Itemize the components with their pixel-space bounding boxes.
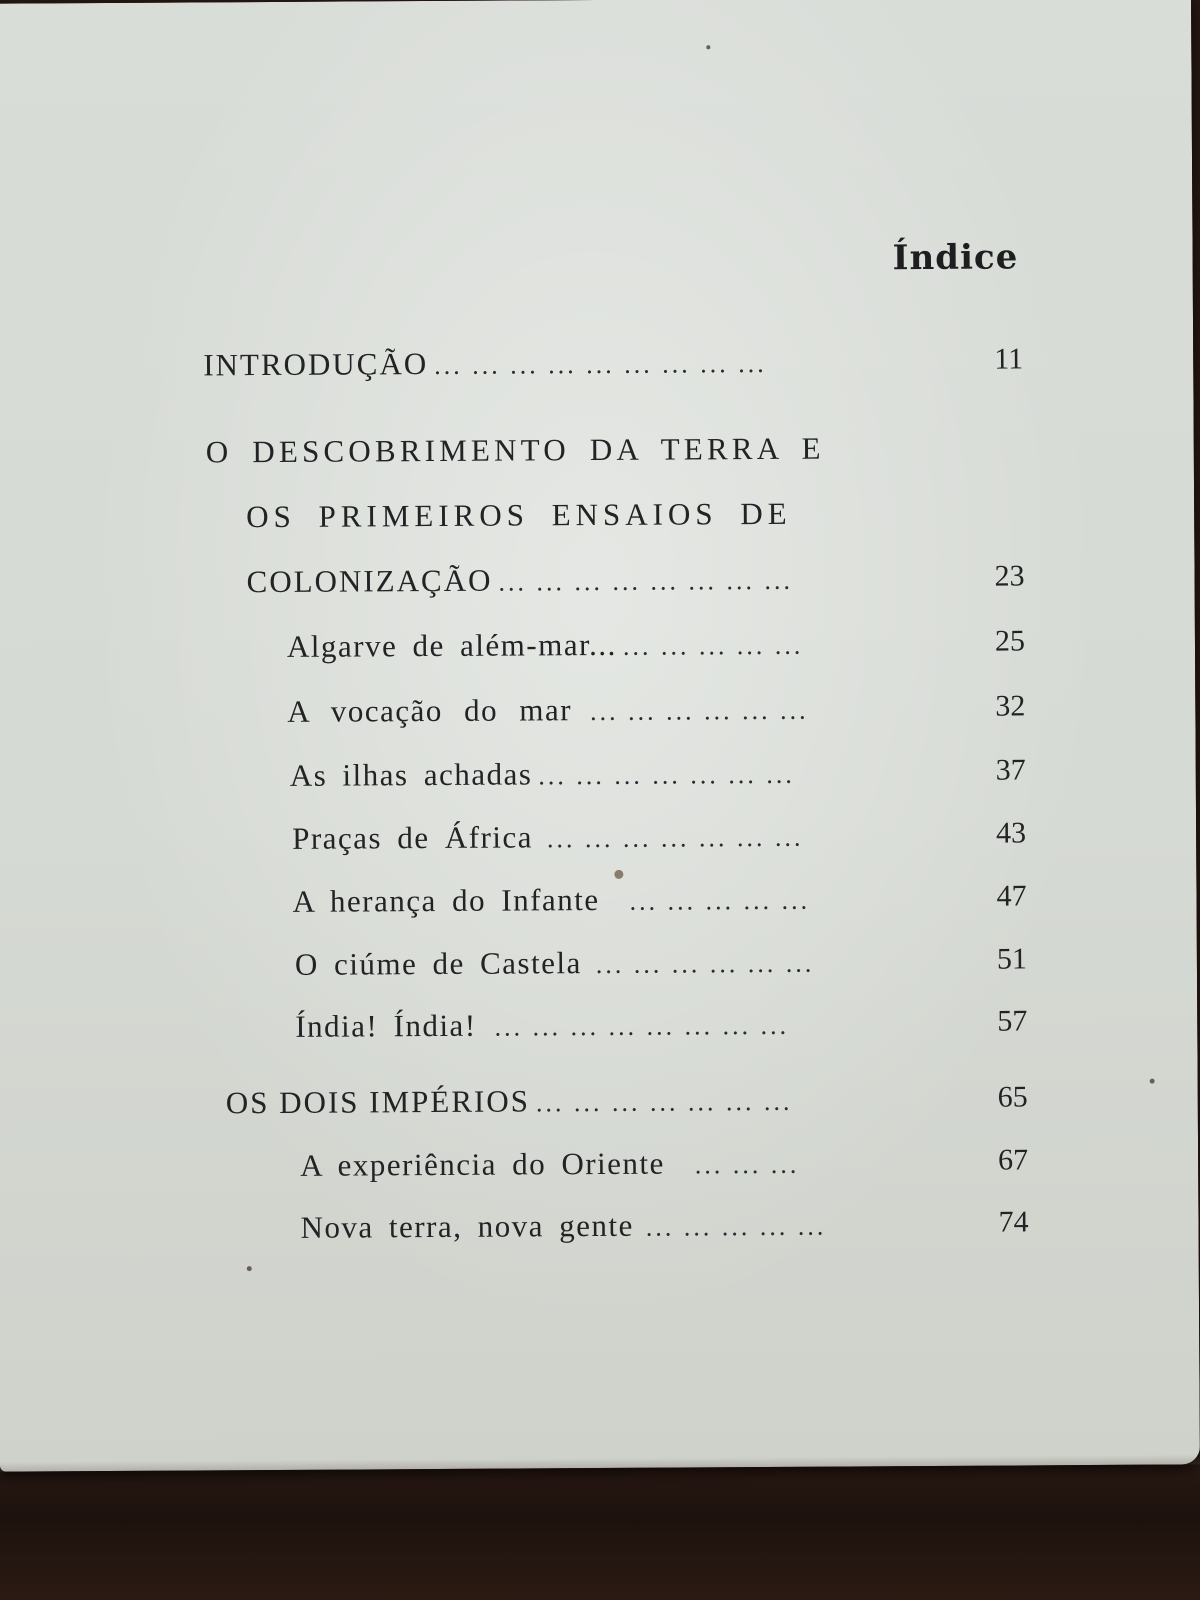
- toc-entry-title: INTRODUÇÃO: [203, 346, 429, 383]
- toc-leader-dots: ... ... ... ... ...: [645, 1211, 827, 1242]
- toc-entry: [292, 879, 1028, 927]
- toc-entry-title: O ciúme de Castela: [294, 945, 582, 982]
- toc-entry: [203, 342, 1023, 391]
- toc-entry-title: A experiência do Oriente: [300, 1145, 665, 1183]
- toc-entry: [287, 624, 1027, 673]
- page-title: Índice: [892, 237, 1019, 279]
- toc-entry: [290, 753, 1028, 802]
- toc-page-number: 32: [995, 689, 1026, 723]
- toc-entry-title: OS PRIMEIROS ENSAIOS DE: [246, 495, 792, 535]
- toc-entry: [246, 559, 1026, 608]
- toc-page-number: 51: [996, 942, 1027, 976]
- toc-entry: [246, 494, 1026, 543]
- toc-page-number: 47: [996, 879, 1027, 913]
- toc-entry: [295, 1004, 1029, 1052]
- toc-entry-title: O DESCOBRIMENTO DA TERRA E: [205, 430, 825, 470]
- toc-entry: [292, 816, 1028, 864]
- toc-entry-title: A vocação do mar: [287, 692, 573, 729]
- toc-leader-dots: ... ... ... ... ...: [622, 630, 804, 661]
- toc-page-number: 25: [994, 624, 1026, 658]
- toc-page-number: 74: [998, 1205, 1029, 1239]
- toc-page-number: 57: [997, 1004, 1028, 1038]
- toc-leader-dots: ... ... ... ... ... ... ...: [538, 759, 795, 791]
- toc-entry: [300, 1143, 1030, 1191]
- table-surface: [0, 1450, 1200, 1600]
- toc-page-number: 11: [994, 342, 1024, 376]
- toc-page-number: 23: [994, 559, 1025, 593]
- toc-leader-dots: ... ... ... ... ... ... ...: [546, 822, 804, 854]
- toc-page-number: 65: [997, 1080, 1028, 1114]
- toc-entry-title: A herança do Infante: [292, 881, 600, 919]
- toc-page-number: 43: [996, 816, 1027, 850]
- toc-leader-dots: ... ... ... ... ... ... ... ... ...: [434, 348, 767, 380]
- toc-leader-dots: ... ... ... ... ...: [629, 885, 811, 916]
- paper-speck: [706, 45, 710, 49]
- toc-entry: [295, 942, 1029, 990]
- toc-entry-title: OS DOIS IMPÉRIOS: [225, 1083, 531, 1121]
- toc-entry-title: Nova terra, nova gente: [300, 1207, 634, 1245]
- toc-entry: [206, 429, 1026, 478]
- toc-entry-title: Praças de África: [292, 819, 534, 856]
- paper-speck: [247, 1266, 252, 1271]
- toc-page-number: 37: [995, 753, 1026, 787]
- toc-entry-title: COLONIZAÇÃO: [246, 562, 493, 600]
- toc-entry-title: Algarve de além-mar...: [286, 626, 617, 664]
- toc-page-number: 67: [998, 1143, 1029, 1177]
- toc-leader-dots: ... ... ... ... ... ...: [595, 948, 815, 980]
- toc-entry-title: Índia! Índia!: [295, 1007, 477, 1044]
- toc-leader-dots: ... ... ... ... ... ... ...: [535, 1086, 793, 1118]
- toc-leader-dots: ... ... ... ... ... ... ... ...: [494, 1010, 790, 1042]
- toc-entry-title: As ilhas achadas: [289, 756, 533, 793]
- toc-entry: [226, 1080, 1030, 1129]
- toc-leader-dots: ... ... ... ... ... ... ... ...: [498, 565, 794, 597]
- toc-leader-dots: ... ... ... ... ... ...: [589, 695, 809, 727]
- toc-entry: [300, 1205, 1030, 1253]
- paper-speck: [614, 870, 623, 879]
- toc-leader-dots: ... ... ...: [694, 1149, 800, 1180]
- paper-speck: [1150, 1079, 1155, 1084]
- toc-entry: [287, 689, 1027, 738]
